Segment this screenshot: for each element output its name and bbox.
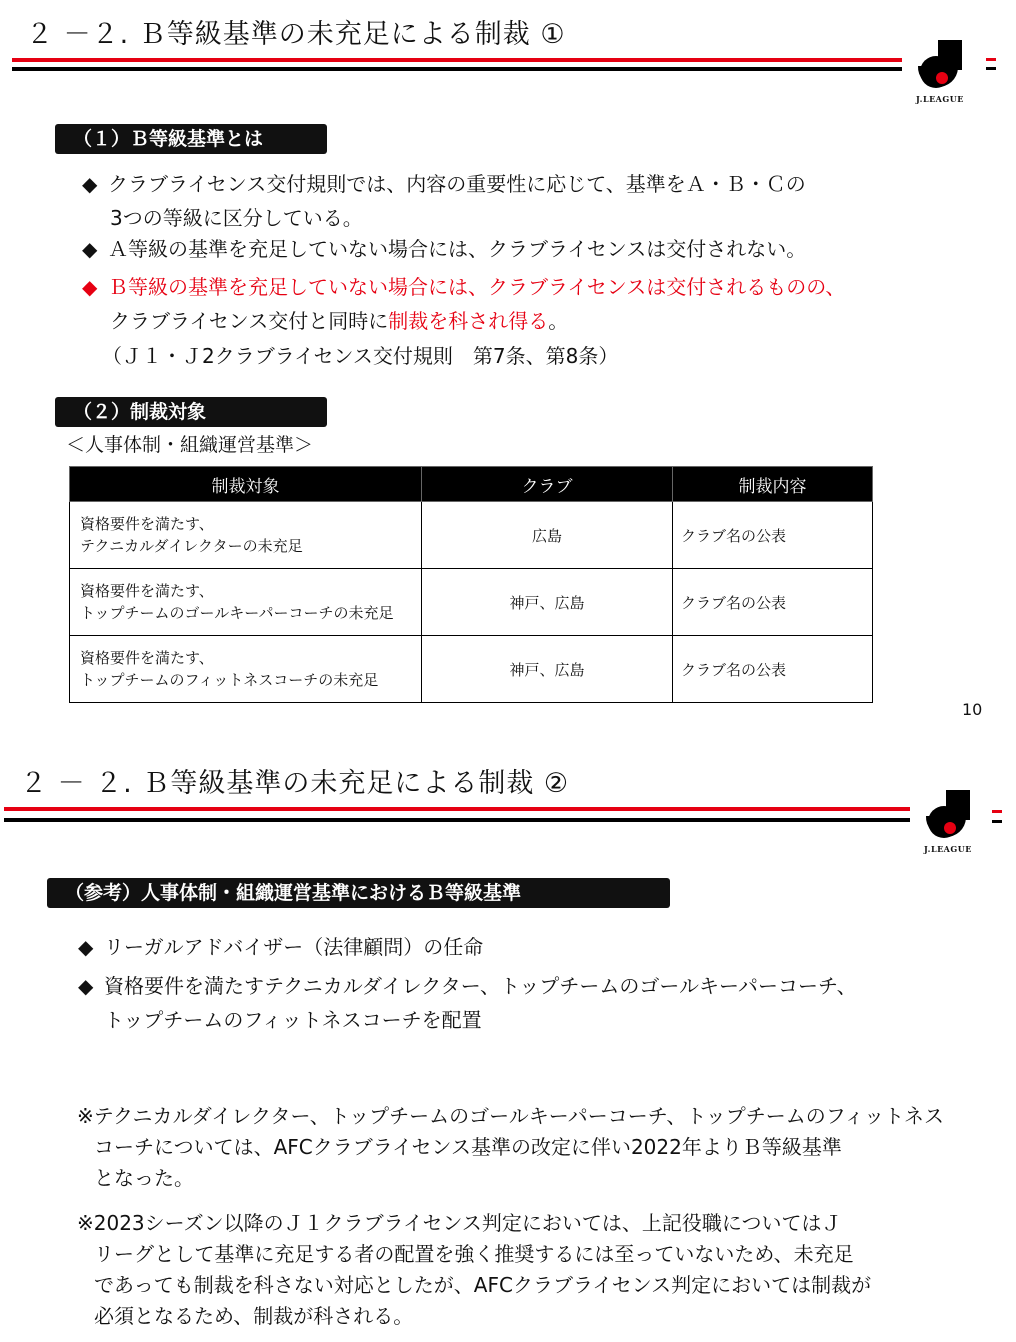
table-cell-content: クラブ名の公表 [673, 569, 873, 636]
slide1-right-red-mark [986, 58, 996, 61]
bullet-2-text: Ａ等級の基準を充足していない場合には、クラブライセンスは交付されない。 [108, 237, 807, 261]
slide2-logo-text: J.LEAGUE [924, 844, 972, 854]
jleague-logo-icon [912, 38, 972, 92]
slide2-right-red-mark [992, 810, 1002, 813]
bullet-1-line2: 3つの等級に区分している。 [110, 206, 363, 230]
bullet-3-line1: Ｂ等級の基準を充足していない場合には、クラブライセンスは交付されるものの、 [108, 275, 846, 299]
slide1-header-red-bar [12, 58, 902, 62]
table-row [70, 569, 873, 636]
slide1-header-black-bar [12, 67, 902, 71]
note-1-line2: コーチについては、AFCクラブライセンス基準の改定に伴い2022年よりＢ等級基準 [94, 1135, 842, 1159]
target-line2: トップチームのゴールキーパーコーチの未充足 [80, 604, 394, 622]
table-cell-target [70, 569, 422, 636]
bullet-3-line2-prefix: クラブライセンス交付と同時に [110, 309, 389, 333]
slide2-bullet-2-line2: トップチームのフィットネスコーチを配置 [104, 1008, 482, 1032]
note-2-line1: ※2023シーズン以降のＪ１クラブライセンス判定においては、上記役職についてはＪ [77, 1211, 842, 1235]
diamond-bullet-icon: ◆ [82, 172, 98, 196]
slide2-bullet-2-line1: 資格要件を満たすテクニカルダイレクター、トップチームのゴールキーパーコーチ、 [104, 974, 857, 998]
page-number: 10 [962, 700, 983, 719]
bullet-1-line1: クラブライセンス交付規則では、内容の重要性に応じて、基準をＡ・Ｂ・Ｃの [108, 172, 806, 196]
subheading: ＜人事体制・組織運営基準＞ [66, 434, 314, 456]
bullet-3 [82, 270, 845, 338]
note-1 [77, 1101, 944, 1194]
note-1-line3: となった。 [94, 1166, 194, 1190]
note-2-line2: リーグとして基準に充足する者の配置を強く推奨するには至っていないため、未充足 [94, 1242, 854, 1266]
bullet-1 [82, 167, 806, 235]
table-cell-club: 神戸、広島 [422, 636, 673, 703]
bullet-2 [82, 232, 806, 266]
slide2-right-black-mark [992, 820, 1002, 823]
slide2-jleague-logo [920, 788, 980, 854]
section2-label: （２）制裁対象 [55, 397, 327, 427]
slide2-title: ２ － ２. Ｂ等級基準の未充足による制裁 ② [20, 768, 570, 799]
slide2-header-red-bar [4, 807, 910, 811]
diamond-bullet-icon: ◆ [78, 974, 94, 998]
slide2-bullet-2 [78, 969, 857, 1037]
table-header: 制裁対象 [70, 467, 422, 502]
slide1-jleague-logo [912, 38, 972, 104]
table-cell-target [70, 502, 422, 569]
note-2 [77, 1208, 871, 1332]
sanction-table [69, 466, 873, 703]
target-line2: テクニカルダイレクターの未充足 [80, 537, 303, 555]
note-1-line1: ※テクニカルダイレクター、トップチームのゴールキーパーコーチ、トップチームのフィットネス [77, 1104, 944, 1128]
target-line1: 資格要件を満たす、 [80, 515, 214, 533]
diamond-bullet-icon: ◆ [78, 935, 94, 959]
jleague-logo-icon [920, 788, 980, 842]
table-row [70, 502, 873, 569]
slide1-title: ２ －２. Ｂ等級基準の未充足による制裁 ① [26, 19, 566, 50]
table-header: クラブ [422, 467, 673, 502]
slide1-right-black-mark [986, 67, 996, 70]
note-2-line4: 必須となるため、制裁が科される。 [94, 1304, 414, 1328]
table-cell-target [70, 636, 422, 703]
note-2-line3: であっても制裁を科さない対応としたが、AFCクラブライセンス判定においては制裁が [94, 1273, 872, 1297]
target-line2: トップチームのフィットネスコーチの未充足 [80, 671, 379, 689]
table-header-row [70, 467, 873, 502]
table-cell-club: 神戸、広島 [422, 569, 673, 636]
regulation-reference: （Ｊ１・Ｊ2クラブライセンス交付規則 第7条、第8条） [102, 344, 619, 368]
slide2-bullet-1 [78, 930, 483, 964]
slide2-header-black-bar [4, 818, 910, 822]
bullet-3-line2-suffix: 。 [548, 309, 569, 333]
diamond-bullet-icon: ◆ [82, 237, 98, 261]
target-line1: 資格要件を満たす、 [80, 649, 214, 667]
table-cell-club: 広島 [422, 502, 673, 569]
bullet-3-line2-red: 制裁を科され得る [388, 309, 549, 333]
table-cell-content: クラブ名の公表 [673, 636, 873, 703]
section1-label: （１）Ｂ等級基準とは [55, 124, 327, 154]
target-line1: 資格要件を満たす、 [80, 582, 214, 600]
slide2-section-label: （参考）人事体制・組織運営基準におけるＢ等級基準 [47, 878, 670, 908]
table-header: 制裁内容 [673, 467, 873, 502]
table-cell-content: クラブ名の公表 [673, 502, 873, 569]
diamond-bullet-icon: ◆ [82, 275, 98, 299]
slide1-logo-text: J.LEAGUE [916, 94, 964, 104]
slide2-bullet-1-text: リーガルアドバイザー（法律顧問）の任命 [104, 935, 484, 959]
table-row [70, 636, 873, 703]
